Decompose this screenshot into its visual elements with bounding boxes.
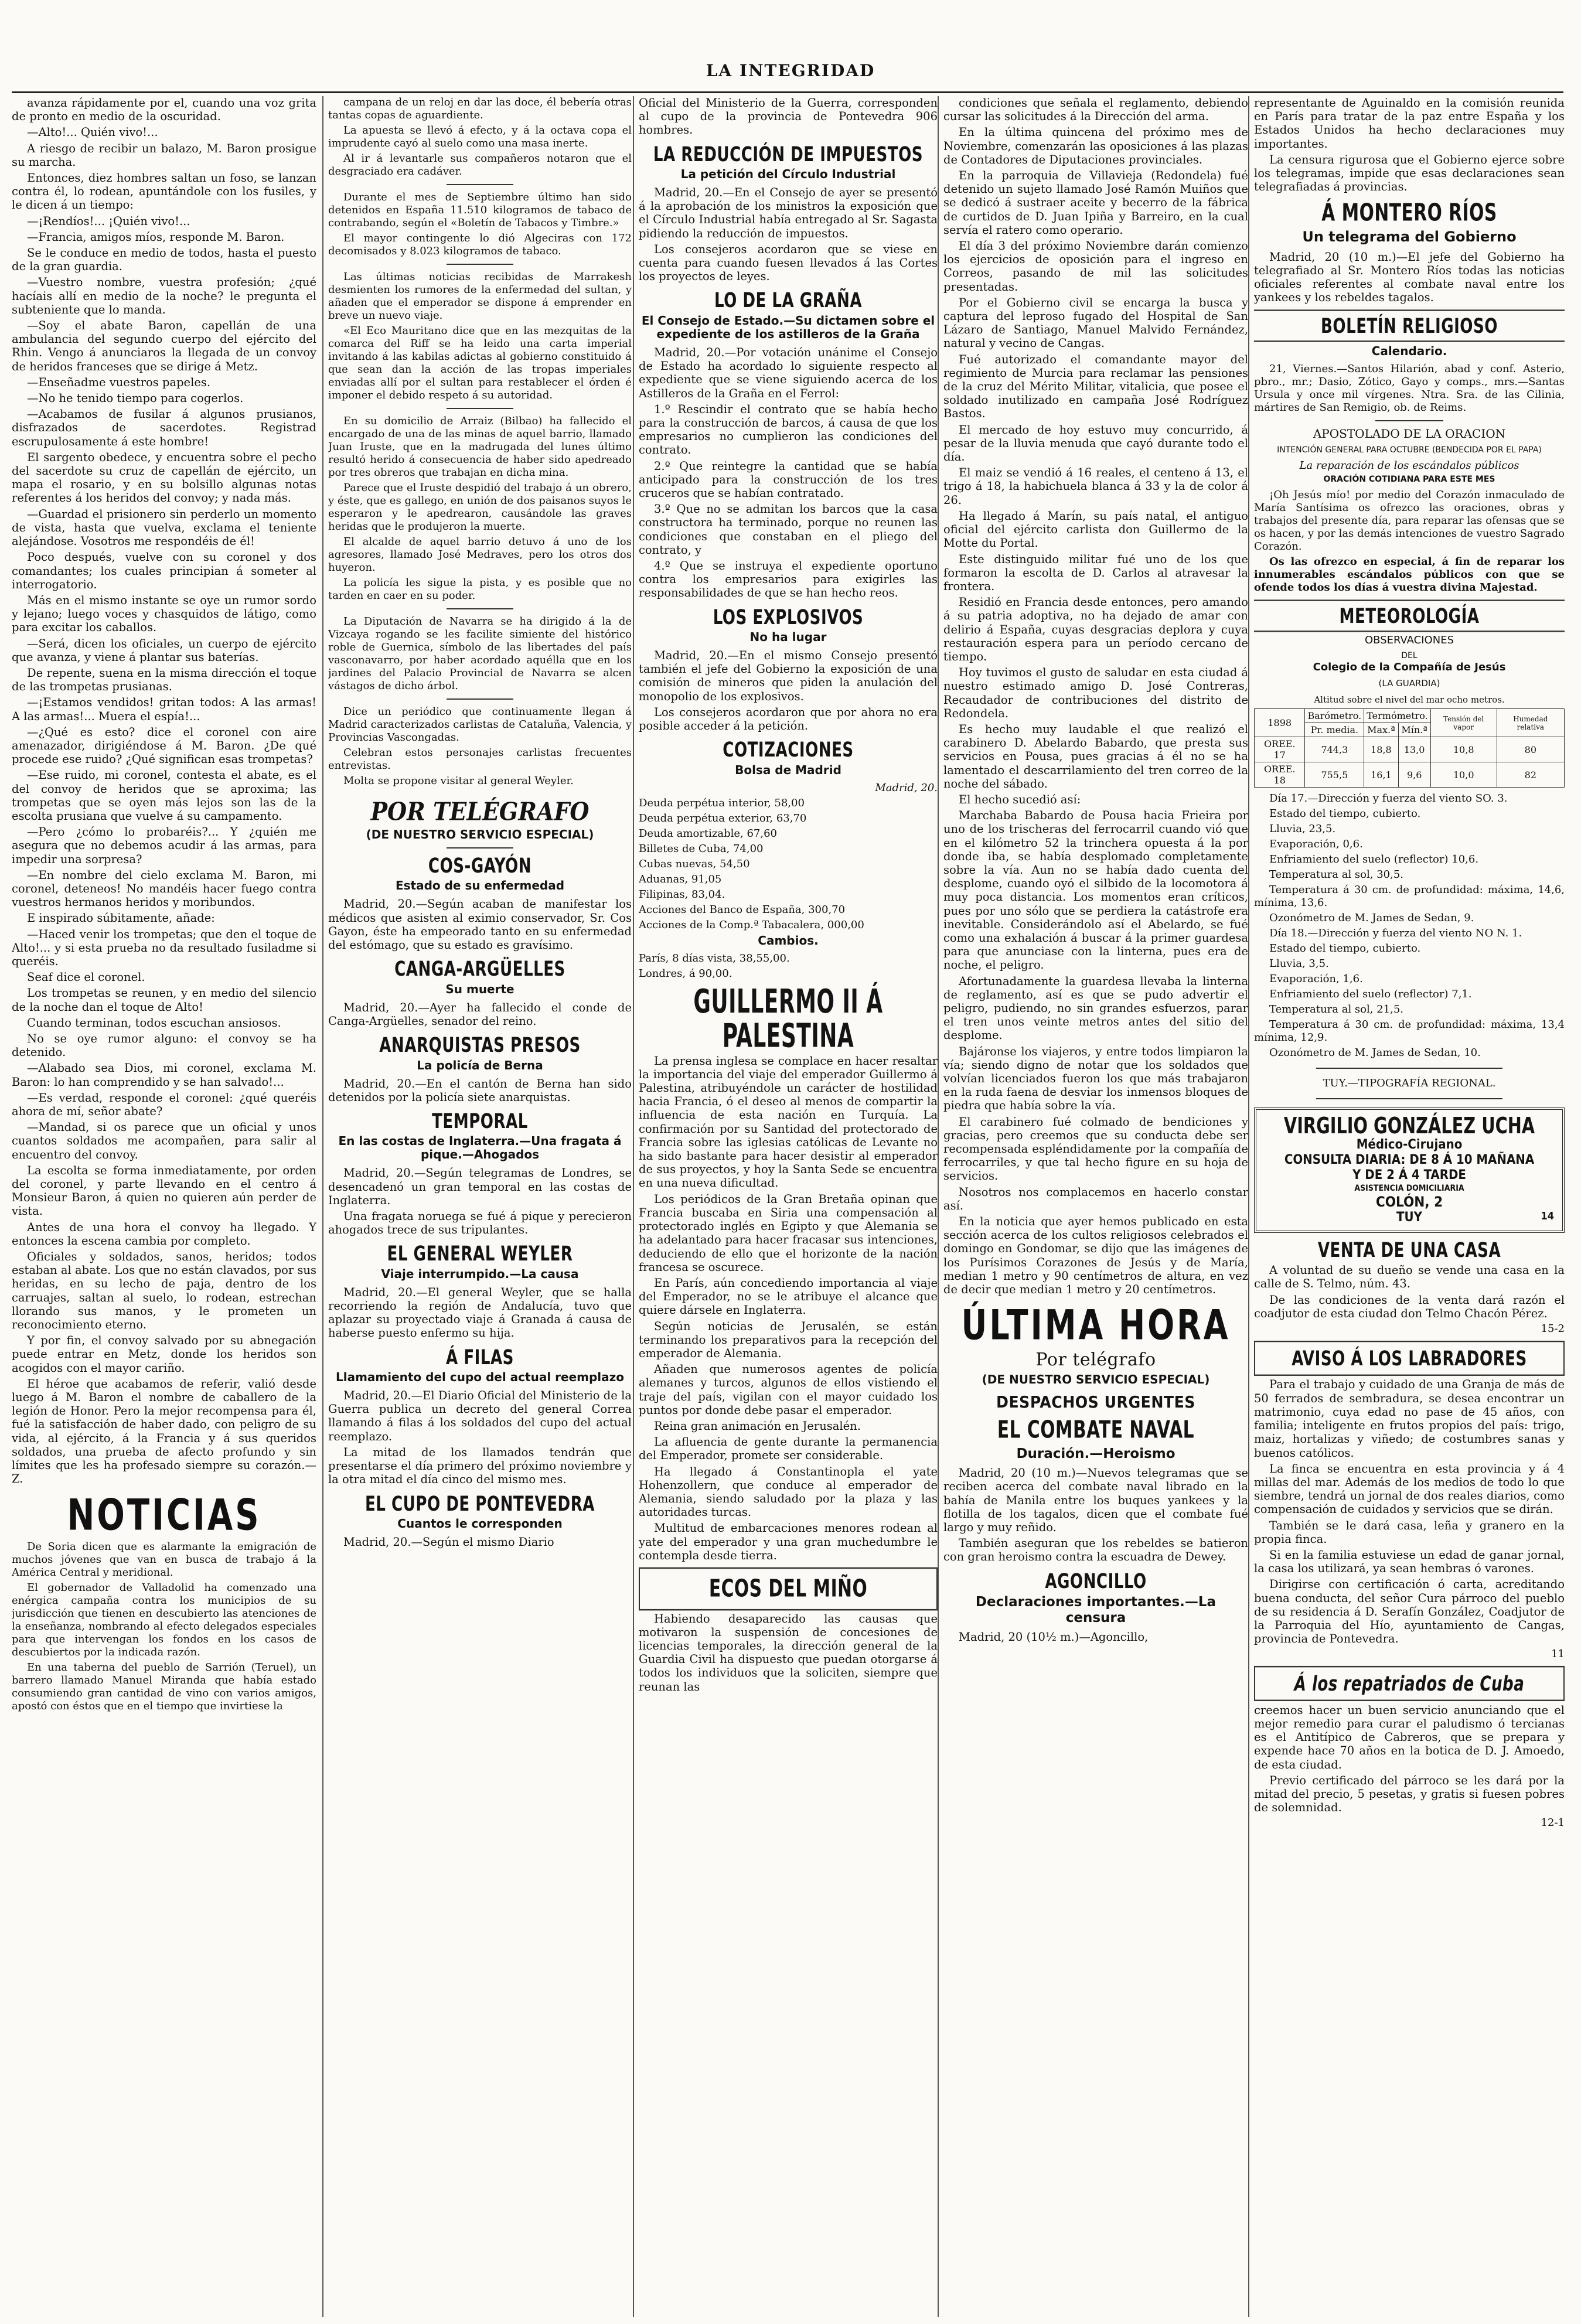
paragraph: El héroe que acabamos de referir, valió desde luego á M. Baron el nombre de caballero de la legión de Honor. Pero la mejor recompensa para él, fué la satisfacción de haber dado, con peligro de su vida, al ejército, á la Francia y á sus queridos soldados, una prueba de afecto profundo y sin límites que les ha profesado siempre su corazón.—Z. bbox=[12, 1376, 316, 1486]
article-text: Madrid, 20.—Por votación unánime el Consejo de Estado ha acordado lo siguiente respecto al expediente que se viene siguiendo acerca de los Astilleros de la Graña en el Ferrol: bbox=[639, 345, 938, 400]
article-text: Madrid, 20.—Ayer ha fallecido el conde de Canga-Argüelles, senador del reino. bbox=[328, 1000, 632, 1028]
subheadline: En las costas de Inglaterra.—Una fragata á pique.—Ahogados bbox=[338, 1134, 622, 1162]
paragraph: Día 18.—Dirección y fuerza del viento NO N. 1. bbox=[1269, 927, 1522, 940]
paragraph: Filipinas, 83,04. bbox=[639, 888, 725, 901]
article-text: La reparación de los escándalos públicos bbox=[1299, 459, 1519, 472]
serial-story bbox=[12, 96, 316, 1486]
article-text: 21, Viernes.—Santos Hilarión, abad y conf. Asterio, pbro., mr.; Dasio, Zótico, Gayo y comps., mrs.—Santas Ursula y once mil vírgenes. Ntra. Sra. de las Cilinia, mártires de San Remigio, ob. de Reims. bbox=[1254, 362, 1565, 414]
headline-cotizaciones: COTIZACIONES bbox=[723, 737, 854, 762]
paragraph: Aduanas, 91,05 bbox=[639, 873, 722, 885]
paragraph: Cuando terminan, todos escuchan ansiosos. bbox=[27, 1016, 281, 1030]
paragraph: Temperatura al sol, 21,5. bbox=[1269, 1003, 1404, 1016]
guillermo-article bbox=[639, 1054, 938, 1562]
paragraph: Molta se propone visitar al general Weyler. bbox=[343, 775, 574, 787]
subheadline: La petición del Círculo Industrial bbox=[680, 167, 896, 182]
paragraph: Los trompetas se reunen, y en medio del silencio de la noche dan el toque de Alto! bbox=[12, 986, 316, 1014]
paragraph: Y por fin, el convoy salvado por su abnegación puede entrar en Metz, donde los heridos son acogidos con el mayor cariño. bbox=[12, 1334, 316, 1375]
paragraph: Añaden que numerosos agentes de policía alemanes y turcos, algunos de ellos vistiendo el traje del país, vigilan con el mayor cuidado los puntos por donde debe pasar el emperador. bbox=[639, 1362, 938, 1417]
paragraph: Fué autorizado el comandante mayor del regimiento de Murcia para reclamar las pensiones de la cruz del Mérito Militar, vitalicia, que posee el soldado inutilizado en campaña José Rodríguez Bastos. bbox=[943, 352, 1248, 421]
table-cell: 82 bbox=[1497, 762, 1564, 788]
weather-notes bbox=[1254, 792, 1565, 1059]
paragraph: Temperatura al sol, 30,5. bbox=[1269, 868, 1404, 881]
paragraph: Para el trabajo y cuidado de una Granja de más de 50 ferrados de sembradura, se desea encontrar un matrimonio, cuya edad no pase de 45 años, con familia; inteligente en frutos propios del país: trigo, maiz, hortalizas y viñedo; de costumbres sanas y buenos católicos. bbox=[1254, 1378, 1565, 1460]
paragraph: —¿Qué es esto? dice el coronel con aire amenazador, dirigiéndose á M. Baron. ¿De qué procede ese ruido? ¿Qué significan esas trompetas? bbox=[12, 725, 316, 766]
advert-number: 12-1 bbox=[1541, 1817, 1565, 1829]
paragraph: Dice un periódico que continuamente llegan á Madrid caracterizados carlistas de Cataluña, Valencia, y Provincias Vascongadas. bbox=[328, 706, 632, 744]
article-text: Madrid, 20.—Según acaban de manifestar los médicos que asisten al eximio conservador, Sr. Cos Gayon, éste ha empeorado tanto en su enfermedad del estómago, que su estado es gravísimo. bbox=[328, 897, 632, 952]
labradores-article bbox=[1254, 1378, 1565, 1645]
table-cell: 18,8 bbox=[1364, 737, 1398, 762]
paragraph: Marchaba Babardo de Pousa hacia Frieira por uno de los trischeras del ferrocarril cuando vió que en el kilómetro 52 la trinchera opuesta á la por donde iba, se había desplomado completamente sobre la vía. Aun no se había dado cuenta del desplome, cuando oyó el silbido de la locomotora á muy poca distancia. Los momentos eran críticos, pues por uno sólo que se perdiera la catástrofe era inevitable. Considerándolo así el Abelardo, se fué como una exhalación á buscar á la primer guardesa para que anunciase con la linterna, pues era de noche, el peligro. bbox=[943, 809, 1248, 972]
subheadline: DEL bbox=[1401, 651, 1418, 661]
paragraph: —No he tenido tiempo para cogerlos. bbox=[27, 391, 244, 405]
article-text: Madrid, 20.—En el Consejo de ayer se presentó á la aprobación de los ministros la exposición que el Círculo Industrial había entregado al Sr. Sagasta pidiendo la reducción de impuestos. bbox=[639, 186, 938, 240]
article-text: Previo certificado del párroco se les dará por la mitad del precio, 5 pesetas, y gratis si fuesen pobres de solemnidad. bbox=[1254, 1773, 1565, 1815]
paragraph: Estado del tiempo, cubierto. bbox=[1269, 942, 1421, 955]
subheadline: Calendario. bbox=[1371, 343, 1447, 358]
advert-number: 14 bbox=[1541, 1210, 1554, 1223]
paragraph: Evaporación, 1,6. bbox=[1269, 973, 1363, 986]
paragraph: Enfriamiento del suelo (reflector) 7,1. bbox=[1269, 988, 1472, 1001]
paragraph: Seaf dice el coronel. bbox=[27, 970, 145, 984]
paragraph: El carabinero fué colmado de bendiciones y gracias, pero creemos que su conducta debe ser recompensada espléndidamente por la compañía de ferrocarriles, y que tal hecho figure en su hoja de servicios. bbox=[943, 1115, 1248, 1183]
paragraph: —Enseñadme vuestros papeles. bbox=[27, 375, 211, 389]
table-cell: 16,1 bbox=[1364, 762, 1398, 788]
section-title-meteo: METEOROLOGÍA bbox=[1254, 599, 1565, 632]
paragraph: Evaporación, 0,6. bbox=[1269, 838, 1363, 851]
column-2 bbox=[328, 96, 632, 2317]
table-header: Termómetro. bbox=[1364, 709, 1431, 723]
paragraph: Bajáronse los viajeros, y entre todos limpiaron la vía; siendo digno de notar que los soldados que volvían licenciados fueron los que más trabajaron en la ruda faena de desviar los inmensos bloques de piedra que había sobre la vía. bbox=[943, 1044, 1248, 1113]
subheadline: Declaraciones importantes.—La censura bbox=[975, 1594, 1217, 1626]
column-5 bbox=[1254, 96, 1565, 2317]
paragraph: Día 17.—Dirección y fuerza del viento SO. 3. bbox=[1269, 792, 1508, 805]
paragraph: —Acabamos de fusilar á algunos prusianos, disfrazados de sacerdotes. Registrad escrupulosamente á este hombre! bbox=[12, 407, 316, 448]
paragraph: El día 3 del próximo Noviembre darán comienzo los ejercicios de oposición para el ingreso en Correos, pasando de mil las solicitudes presentadas. bbox=[943, 239, 1248, 294]
paragraph: También se le dará casa, leña y granero en la propia finca. bbox=[1254, 1518, 1565, 1546]
paragraph: En la última quincena del próximo mes de Noviembre, comenzarán las oposiciones á las plazas de Contadores de Diputaciones provinciales. bbox=[943, 125, 1248, 166]
article-text: Madrid, 20 (10½ m.)—Agoncillo, bbox=[959, 1630, 1149, 1644]
paragraph: 2.º Que reintegre la cantidad que se había anticipado para la construcción de los tres cruceros que se habían contratado. bbox=[639, 459, 938, 500]
paragraph: De Soria dicen que es alarmante la emigración de muchos jóvenes que van en busca de trabajo á la América Central y meridional. bbox=[12, 1540, 316, 1579]
advert-line: CONSULTA DIARIA: DE 8 Á 10 MAÑANA bbox=[1284, 1153, 1535, 1168]
paragraph: —¡Estamos vendidos! gritan todos: A las armas! A las armas!... Muera el espía!... bbox=[12, 696, 316, 723]
headline-impuestos: LA REDUCCIÓN DE IMPUESTOS bbox=[653, 142, 924, 166]
paragraph: —Alto!... Quién vivo!... bbox=[27, 125, 158, 139]
paragraph: Más en el mismo instante se oye un rumor sordo y lejano; luego voces y chasquidos de látigo, como para excitar los caballos. bbox=[12, 593, 316, 635]
news-navarra bbox=[328, 615, 632, 693]
table-header: Max.ª bbox=[1364, 723, 1398, 737]
headline-filas: Á FILAS bbox=[446, 1345, 514, 1369]
headline-montero: Á MONTERO RÍOS bbox=[1321, 198, 1497, 227]
subheadline: (LA GUARDIA) bbox=[1378, 678, 1440, 689]
paragraph: Hoy tuvimos el gusto de saludar en esta ciudad á nuestro estimado amigo D. José Contreras, Recaudador de contribuciones del distrito de Redondela. bbox=[943, 666, 1248, 720]
paragraph: Acciones de la Comp.ª Tabacalera, 000,00 bbox=[639, 918, 864, 931]
article-text: Madrid, 20.—El Diario Oficial del Ministerio de la Guerra publica un decreto del general Correa llamando á filas á los soldados del cupo del actual reemplazo. bbox=[328, 1389, 632, 1443]
news-tabaco bbox=[328, 191, 632, 258]
table-header: 1898 bbox=[1255, 709, 1305, 737]
paragraph: Este distinguido militar fué uno de los que formaron la escolta de D. Carlos al atravesar la frontera. bbox=[943, 552, 1248, 593]
paragraph: Multitud de embarcaciones menores rodean al yate del emperador y una gran muchedumbre le contempla desde tierra. bbox=[639, 1521, 938, 1562]
headline-anarquistas: ANARQUISTAS PRESOS bbox=[379, 1032, 581, 1057]
table-cell: OREE. 17 bbox=[1255, 737, 1305, 762]
paragraph: Parece que el Iruste despidió del trabajo á un obrero, y éste, que es gallego, en unión de dos paisanos suyos le esperaron y le apedrearon, causándole las graves heridas que le produjeron la muerte. bbox=[328, 482, 632, 533]
paragraph: —En nombre del cielo exclama M. Baron, mi coronel, deteneos! No mandéis hacer fuego contra vuestros hermanos heridos y moribundos. bbox=[12, 868, 316, 909]
column-1 bbox=[12, 96, 316, 2317]
paragraph: La afluencia de gente durante la permanencia del Emperador, promete ser considerable. bbox=[639, 1435, 938, 1463]
subheadline: OBSERVACIONES bbox=[1365, 633, 1454, 646]
subheadline: Estado de su enfermedad bbox=[395, 878, 565, 893]
paragraph: Según noticias de Jerusalén, se están terminando los preparativos para la recepción del emperador de Alemania. bbox=[639, 1319, 938, 1360]
article-text: La censura rigurosa que el Gobierno ejerce sobre los telegramas, impide que esas declaraciones sean telegrafiadas á provincias. bbox=[1254, 152, 1565, 194]
advert-number: 11 bbox=[1551, 1648, 1565, 1661]
paragraph: Dirigirse con certificación ó carta, acreditando buena conducta, del señor Cura párroco del pueblo de su residencia á D. Serafín González, Coadjutor de la Parroquia del Hío, ayuntamiento de Cangas, provincia de Pontevedra. bbox=[1254, 1577, 1565, 1646]
table-row bbox=[1255, 737, 1565, 762]
paragraph: La policía les sigue la pista, y es posible que no tarden en caer en su poder. bbox=[328, 577, 632, 602]
paragraph: Temperatura á 30 cm. de profundidad: máxima, 14,6, mínima, 13,6. bbox=[1254, 884, 1565, 909]
paragraph: Ha llegado á Marín, su país natal, el antiguo oficial del ejército carlista don Guillermo de la Motte du Portal. bbox=[943, 509, 1248, 550]
paragraph: Acciones del Banco de España, 300,70 bbox=[639, 903, 846, 916]
table-cell: 10,8 bbox=[1430, 737, 1497, 762]
advert-line: VIRGILIO GONZÁLEZ UCHA bbox=[1283, 1112, 1535, 1140]
paragraph: Los periódicos de la Gran Bretaña opinan que Francia buscaba en Siria una compensación al protectorado inglés en Egipto y que Alemania se ha adelantado para hacer fracasar sus intenciones, deduciendo de ello que el horizonte de la nación francesa se oscurece. bbox=[639, 1192, 938, 1274]
article-text: Una fragata noruega se fué á pique y perecieron ahogados trece de sus tripulantes. bbox=[328, 1209, 632, 1237]
article-text: También aseguran que los rebeldes se batieron con gran heroismo contra la escuadra de Dewey. bbox=[943, 1536, 1248, 1564]
article-text: Habiendo desaparecido las causas que motivaron la suspensión de concesiones de licencias temporales, la dirección general de la Guardia Civil ha dispuesto que puedan otorgarse á todos los individuos que la soliciten, siempre que reunan las bbox=[639, 1611, 938, 1693]
headline-guillermo: GUILLERMO II Á PALESTINA bbox=[693, 983, 883, 1055]
paragraph: Temperatura á 30 cm. de profundidad: máxima, 13,4 mínima, 12,9. bbox=[1254, 1018, 1565, 1044]
section-title-telegrafo: POR TELÉGRAFO bbox=[370, 796, 590, 826]
paragraph: Deuda perpétua exterior, 63,70 bbox=[639, 812, 807, 824]
paragraph: avanza rápidamente por el, cuando una voz grita de pronto en medio de la oscuridad. bbox=[12, 96, 316, 124]
paragraph: Al ir á levantarle sus compañeros notaron que el desgraciado era cadáver. bbox=[328, 152, 632, 178]
section-subtitle: (DE NUESTRO SERVICIO ESPECIAL) bbox=[982, 1372, 1210, 1386]
paragraph: —Soy el abate Baron, capellán de una ambulancia del segundo cuerpo del ejército del Rhin. Vengo á anunciaros la llegada de un convoy de heridos franceses que se dirige á Metz. bbox=[12, 319, 316, 373]
paragraph: Se le conduce en medio de todos, hasta el puesto de la gran guardia. bbox=[12, 246, 316, 274]
article-text: Madrid, 20.—El general Weyler, que se halla recorriendo la región de Andalucía, tuvo que aplazar su proyectado viaje á Granada á causa de haberse puesto enfermo su hija. bbox=[328, 1285, 632, 1340]
article-text: representante de Aguinaldo en la comisión reunida en París para tratar de la paz entre España y los Estados Unidos ha hecho declaraciones muy importantes. bbox=[1254, 96, 1565, 151]
subheadline: INTENCIÓN GENERAL PARA OCTUBRE (BENDECIDA POR EL PAPA) bbox=[1277, 445, 1542, 455]
paragraph: —Ese ruido, mi coronel, contesta el abate, es el del convoy de heridos que se aproxima; las trompetas que se oyen más lejos son las de la escolta prusiana que vuelve á su campamento. bbox=[12, 768, 316, 823]
grana-items bbox=[639, 403, 938, 600]
paragraph: Nosotros nos complacemos en hacerlo constar así. bbox=[943, 1185, 1248, 1212]
paragraph: —Vuestro nombre, vuestra profesión; ¿qué hacíais allí en medio de la noche? le pregunta el subteniente que lo manda. bbox=[12, 275, 316, 316]
paragraph: —Guardad el prisionero sin perderlo un momento de vista, hasta que vuelva, exclama el teniente alejándose. Vosotros me respondéis de él! bbox=[12, 507, 316, 548]
paragraph: —Alabado sea Dios, mi coronel, exclama M. Baron: lo han comprendido y se han salvado!... bbox=[12, 1061, 316, 1089]
subheadline: Colegio de la Compañía de Jesús bbox=[1313, 661, 1506, 674]
paragraph: Billetes de Cuba, 74,00 bbox=[639, 842, 764, 855]
paragraph: Reina gran animación en Jerusalén. bbox=[654, 1419, 861, 1433]
advert-line: ASISTENCIA DOMICILIARIA bbox=[1354, 1183, 1464, 1193]
section-subtitle: Por telégrafo bbox=[1035, 1350, 1156, 1371]
subheadline: Cuantos le corresponden bbox=[397, 1516, 563, 1531]
paragraph: Afortunadamente la guardesa llevaba la linterna de reglamento, así es que se pudo advertir el peligro, pudiendo, no sin grandes esfuerzos, parar el tren unos veinte metros antes del sitio del desplome. bbox=[943, 974, 1248, 1042]
advert-line: TUY 14 bbox=[1396, 1210, 1554, 1225]
paragraph: Ha llegado á Constantinopla el yate Hohenzollern, que conduce al emperador de Alemania, siendo saludado por la plaza y las autoridades turcas. bbox=[639, 1464, 938, 1519]
paragraph: «El Eco Mauritano dice que en las mezquitas de la comarca del Riff se ha leido una carta imperial invitando á las kabilas adictas al gobierno constituido á que sean dan la acción de las tropas imperiales enviadas allí por el sultan para restablecer el órden é imponer el debido respeto á su autoridad. bbox=[328, 325, 632, 401]
article-text: A voluntad de su dueño se vende una casa en la calle de S. Telmo, núm. 43. bbox=[1254, 1263, 1565, 1291]
section-title-noticias: NOTICIAS bbox=[67, 1490, 261, 1541]
paragraph: El hecho sucedió así: bbox=[959, 792, 1081, 806]
paragraph: —Pero ¿cómo lo probaréis?... Y ¿quién me asegura que no debemos acudir á las armas, para impedir una sorpresa? bbox=[12, 825, 316, 866]
advert-line: COLÓN, 2 bbox=[1375, 1193, 1443, 1210]
advert-line: Y DE 2 Á 4 TARDE bbox=[1352, 1168, 1466, 1183]
news-bilbao bbox=[328, 415, 632, 602]
table-cell: 755,5 bbox=[1305, 762, 1364, 788]
paragraph: 4.º Que se instruya el expediente oportuno contra los empresarios para exigirles las responsabilidades de que se han hecho reos. bbox=[639, 558, 938, 600]
weather-table bbox=[1254, 708, 1565, 788]
subheadline: Viaje interrumpido.—La causa bbox=[381, 1266, 579, 1281]
subheadline: No ha lugar bbox=[749, 630, 827, 644]
news-marruecos bbox=[328, 271, 632, 402]
paragraph: El gobernador de Valladolid ha comenzado una enérgica campaña contra los municipios de su jurisdicción que tienen en descubierto las atenciones de la enseñanza, nombrando al efecto delegados especiales para que intervengan los fondos en los casos de descubiertos por la indicada razón. bbox=[12, 1581, 316, 1658]
paragraph: Durante el mes de Septiembre último han sido detenidos en España 11.510 kilogramos de tabaco de contrabando, según el «Boletín de Tabacos y Timbre.» bbox=[328, 191, 632, 229]
headline-venta: VENTA DE UNA CASA bbox=[1317, 1238, 1501, 1262]
quote-list bbox=[639, 797, 938, 932]
table-cell: 744,3 bbox=[1305, 737, 1364, 762]
paragraph: 3.º Que no se admitan los barcos que la casa constructora ha terminado, porque no reunen las condiciones que constaban en el pliego del contrato, y bbox=[639, 502, 938, 557]
headline-labradores: AVISO Á LOS LABRADORES bbox=[1254, 1341, 1565, 1376]
article-text: Madrid, 20.—En el mismo Consejo presentó también el jefe del Gobierno la exposición de una comisión de mineros que piden la anulación del monopolio de los explosivos. bbox=[639, 649, 938, 703]
paragraph: A riesgo de recibir un balazo, M. Baron prosigue su marcha. bbox=[12, 141, 316, 169]
headline-weyler: EL GENERAL WEYLER bbox=[387, 1241, 573, 1266]
headline-grana: LO DE LA GRAÑA bbox=[714, 288, 863, 312]
headline-cosgayon: COS-GAYÓN bbox=[428, 853, 532, 878]
table-cell: 9,6 bbox=[1398, 762, 1430, 788]
paragraph: Lluvia, 23,5. bbox=[1269, 823, 1336, 836]
paragraph: Poco después, vuelve con su coronel y dos comandantes; los cuales principian á someter al interrogatorio. bbox=[12, 550, 316, 591]
article-text: Los consejeros acordaron que se viese en cuenta para cuando fuesen llevados á las Cortes los proyectos de leyes. bbox=[639, 242, 938, 284]
paragraph: Ozonómetro de M. James de Sedan, 9. bbox=[1269, 912, 1474, 925]
paragraph: —Es verdad, responde el coronel: ¿qué queréis ahora de mí, señor abate? bbox=[12, 1091, 316, 1119]
masthead bbox=[0, 0, 1581, 88]
table-cell: OREE. 18 bbox=[1255, 762, 1305, 788]
column-4 bbox=[943, 96, 1248, 2317]
subheadline: Llamamiento del cupo del actual reemplazo bbox=[335, 1370, 625, 1385]
article-text: Los consejeros acordaron que por ahora no era posible acceder á la petición. bbox=[639, 705, 938, 733]
newspaper-title: LA INTEGRIDAD bbox=[706, 61, 875, 80]
noticias-continued bbox=[328, 96, 632, 178]
local-news bbox=[943, 96, 1248, 1296]
paragraph: El maiz se vendió á 16 reales, el centeno á 13, el trigo á 18, la habichuela blanca á 33 y la de color á 26. bbox=[943, 466, 1248, 507]
paragraph: Deuda perpétua interior, 58,00 bbox=[639, 796, 805, 809]
subheadline: Su muerte bbox=[445, 982, 514, 996]
table-header: Tensión del vapor bbox=[1430, 709, 1497, 737]
paragraph: Residió en Francia desde entonces, pero amando á su patria adoptiva, no ha dejado de amar con delirio á España, cuyas desgracias deplora y cuya restauración espera para un período cercano de tiempo. bbox=[943, 595, 1248, 663]
paragraph: En su domicilio de Arraiz (Bilbao) ha fallecido el encargado de una de las minas de aquel barrio, llamado Juan Iruste, que en la madrugada del lunes último resultó herido á consecuencia de haber sido apedreado por tres obreros que trabajan en dicha mina. bbox=[328, 415, 632, 479]
paragraph: condiciones que señala el reglamento, debiendo cursar las solicitudes á la Dirección del arma. bbox=[943, 96, 1248, 124]
paragraph: De repente, suena en la misma dirección el toque de las trompetas prusianas. bbox=[12, 666, 316, 694]
subheadline: El Consejo de Estado.—Su dictamen sobre el expediente de los astilleros de la Graña bbox=[641, 313, 935, 341]
subheadline: Bolsa de Madrid bbox=[735, 762, 841, 777]
paragraph: Antes de una hora el convoy ha llegado. Y entonces la escena cambia por completo. bbox=[12, 1220, 316, 1248]
paragraph: —Mandad, si os parece que un oficial y unos cuantos soldados me acompañen, para salir al encuentro del convoy. bbox=[12, 1120, 316, 1161]
table-row bbox=[1255, 762, 1565, 788]
headline-canga: CANGA-ARGÜELLES bbox=[394, 956, 565, 981]
printer-credit: TUY.—TIPOGRAFÍA REGIONAL. bbox=[1323, 1077, 1496, 1090]
headline-agoncillo: AGONCILLO bbox=[1045, 1569, 1147, 1593]
section-subtitle: (DE NUESTRO SERVICIO ESPECIAL) bbox=[366, 827, 594, 841]
table-header: Pr. media. bbox=[1305, 723, 1364, 737]
subheadline: APOSTOLADO DE LA ORACION bbox=[1313, 426, 1506, 441]
paragraph: —Será, dicen los oficiales, un cuerpo de ejército que avanza, y viene á plantar sus baterías. bbox=[12, 636, 316, 664]
paragraph: Lluvia, 3,5. bbox=[1269, 957, 1329, 970]
paragraph: No se oye rumor alguno: el convoy se ha detenido. bbox=[12, 1032, 316, 1059]
paragraph: Por el Gobierno civil se encarga la busca y captura del leproso fugado del Hospital de San Lázaro de Santiago, Manuel Malvido Fernández, natural y vecino de Cangas. bbox=[943, 295, 1248, 350]
table-cell: 13,0 bbox=[1398, 737, 1430, 762]
paragraph: El alcalde de aquel barrio detuvo á uno de los agresores, llamado José Medraves, pero los otros dos huyeron. bbox=[328, 536, 632, 574]
paragraph: Celebran estos personajes carlistas frecuentes entrevistas. bbox=[328, 747, 632, 772]
advert-number: 15-2 bbox=[1541, 1323, 1565, 1335]
paragraph: —Haced venir los trompetas; que den el toque de Alto!... y si esta prueba no da resultado fusiladme si queréis. bbox=[12, 927, 316, 968]
article-text: Madrid, 20.—Según el mismo Diario bbox=[343, 1535, 554, 1549]
paragraph: En París, aún concediendo importancia al viaje del Emperador, no se le atribuye el alcance que quiere dársele en Inglaterra. bbox=[639, 1276, 938, 1317]
paragraph: 1.º Rescindir el contrato que se había hecho para la construcción de barcos, á causa de que los empresarios no cumplieron las condiciones del contrato. bbox=[639, 402, 938, 457]
article-text: ¡Oh Jesús mío! por medio del Corazón inmaculado de María Santísima os ofrezco las oraciones, obras y trabajos del presente día, para reparar las ofensas que se os hacen, y por las demás intenciones de vuestro Sagrado Corazón. bbox=[1254, 489, 1565, 553]
article-text: Os las ofrezco en especial, á fin de reparar los innumerables escándalos públicos con que se ofende todos los días á vuestra divina Majestad. bbox=[1254, 556, 1565, 594]
section-title-ultima: ÚLTIMA HORA bbox=[961, 1301, 1231, 1350]
cambios-label: Cambios. bbox=[758, 933, 819, 948]
paragraph: En la parroquia de Villavieja (Redondela) fué detenido un sujeto llamado José Ramón Muiños que se dedicó á sustraer aceite y becerro de la fábrica de curtidos de D. Juan Ipiña y Barreiro, en la cual servía el ratero como operario. bbox=[943, 169, 1248, 237]
paragraph: Londres, á 90,00. bbox=[639, 967, 732, 980]
paragraph: Estado del tiempo, cubierto. bbox=[1269, 807, 1421, 820]
subheadline: Un telegrama del Gobierno bbox=[1302, 229, 1517, 246]
paragraph: Oficiales y soldados, sanos, heridos; todos estaban al abate. Los que no están clavados, por sus heridas, en su lecho de paja, dentro de los carruajes, saltan al suelo, lo rodean, estrechan llorando sus manos, y le prometen un reconocimiento eterno. bbox=[12, 1250, 316, 1332]
column-3 bbox=[639, 96, 938, 2317]
article-text: Madrid, 20 (10 m.)—El jefe del Gobierno ha telegrafiado al Sr. Montero Ríos todas las noticias oficiales referentes al combate naval entre los yankees y los rebeldes tagalos. bbox=[1254, 250, 1565, 305]
article-text: Madrid, 20.—Según telegramas de Londres, se desencadenó un gran temporal en las costas de Inglaterra. bbox=[328, 1166, 632, 1207]
section-subtitle: DESPACHOS URGENTES bbox=[996, 1392, 1195, 1412]
advert-medico bbox=[1254, 1108, 1565, 1233]
paragraph: Enfriamiento del suelo (reflector) 10,6. bbox=[1269, 853, 1479, 866]
table-header: Mín.ª bbox=[1398, 723, 1430, 737]
advert-line: Médico-Cirujano bbox=[1356, 1137, 1463, 1152]
headline-temporal: TEMPORAL bbox=[432, 1109, 528, 1133]
paragraph: Las últimas noticias recibidas de Marrakesh desmienten los rumores de la enfermedad del sultan, y añaden que el emperador se dispone á emprender en breve un nuevo viaje. bbox=[328, 271, 632, 322]
paragraph: La prensa inglesa se complace en hacer resaltar la importancia del viaje del emperador Guillermo á Palestina, atribuyéndole un carácter de hostilidad hacia Francia, ó el deseo al menos de compartir la influencia de esta nación en Turquía. La confirmación por su Santidad del protectorado de Francia sobre las iglesias católicas de Levante no ha sido bastante para hacer desistir al emperador de sus proyectos, y hoy la Santa Sede se encuentra en una nueva dificultad. bbox=[639, 1054, 938, 1190]
section-title-boletin: BOLETÍN RELIGIOSO bbox=[1254, 310, 1565, 343]
table-cell: 80 bbox=[1497, 737, 1564, 762]
article-text: creemos hacer un buen servicio anunciando que el mejor remedio para curar el paludismo ó tercianas es el Antitípico de Cabreros, que se prepara y expende hace 70 años en la botica de D. J. Amoedo, de esta ciudad. bbox=[1254, 1703, 1565, 1771]
paragraph: El mayor contingente lo dió Algeciras con 172 decomisados y 8.023 kilogramos de tabaco. bbox=[328, 232, 632, 257]
paragraph: Deuda amortizable, 67,60 bbox=[639, 827, 778, 840]
article-text: Madrid, 20 (10 m.)—Nuevos telegramas que se reciben acerca del combate naval librado en la bahía de Manila entre los buques yankees y la flotilla de los tagalos, dicen que el combate fué largo y muy reñido. bbox=[943, 1466, 1248, 1535]
noticias-list bbox=[12, 1541, 316, 1713]
paragraph: campana de un reloj en dar las doce, él bebería otras tantas copas de aguardiente. bbox=[328, 96, 632, 121]
article-text: Madrid, 20.—En el cantón de Berna han sido detenidos por la policía siete anarquistas. bbox=[328, 1076, 632, 1104]
paragraph: —Francia, amigos míos, responde M. Baron. bbox=[27, 230, 285, 244]
headline-cuba: Á los repatriados de Cuba bbox=[1254, 1666, 1565, 1702]
paragraph: Si en la familia estuviese un edad de ganar jornal, la casa los utilizará, ya sean hembras ó varones. bbox=[1254, 1548, 1565, 1576]
table-header: Humedad relativa bbox=[1497, 709, 1564, 737]
masthead-rule bbox=[12, 91, 1563, 93]
table-cell: 10,0 bbox=[1430, 762, 1497, 788]
paragraph: —¡Rendíos!... ¡Quién vivo!... bbox=[27, 214, 190, 228]
headline-explosivos: LOS EXPLOSIVOS bbox=[713, 605, 864, 629]
paragraph: La Diputación de Navarra se ha dirigido á la de Vizcaya rogando se les facilite simiente del histórico roble de Guernica, símbolo de las libertades del país vasconavarro, por haber acordado aquélla que en los jardines del Palacio Provincial de Navarra se alcen vástagos de dicho árbol. bbox=[328, 615, 632, 692]
subheadline: Duración.—Heroismo bbox=[1016, 1446, 1175, 1461]
article-text: Altitud sobre el nivel del mar ocho metros. bbox=[1314, 694, 1505, 706]
headline-ecos: ECOS DEL MIÑO bbox=[639, 1567, 938, 1610]
paragraph: Cubas nuevas, 54,50 bbox=[639, 857, 750, 870]
paragraph: En la noticia que ayer hemos publicado en esta sección acerca de los cultos religiosos celebrados el domingo en Gondomar, se dijo que las imágenes de los Purísimos Corazones de Jesús y de María, median 1 metro y 90 centímetros de altura, en vez de decir que median 1 metro y 20 centímetros. bbox=[943, 1215, 1248, 1297]
paragraph: El sargento obedece, y encuentra sobre el pecho del sacerdote su cruz de capellán de ejército, un mapa el rosario, y en su bolsillo algunas notas referentes á los heridos del convoy; y nada más. bbox=[12, 450, 316, 505]
paragraph: E inspirado súbitamente, añade: bbox=[27, 911, 215, 925]
table-header: Barómetro. bbox=[1305, 709, 1364, 723]
news-carlistas bbox=[328, 706, 632, 788]
paragraph: El mercado de hoy estuvo muy concurrido, á pesar de la lluvia menuda que cayó durante todo el día. bbox=[943, 422, 1248, 464]
paragraph: Ozonómetro de M. James de Sedan, 10. bbox=[1269, 1047, 1481, 1059]
cambios-list bbox=[639, 952, 938, 980]
subheadline: ORACIÓN COTIDIANA PARA ESTE MES bbox=[1323, 475, 1495, 484]
paragraph: París, 8 días vista, 38,55,00. bbox=[639, 952, 790, 965]
headline-combate: EL COMBATE NAVAL bbox=[997, 1415, 1195, 1444]
paragraph: Entonces, diez hombres saltan un foso, se lanzan contra él, lo rodean, apuntándole con los fusiles, y le dicen á un tiempo: bbox=[12, 171, 316, 212]
article-text: Oficial del Ministerio de la Guerra, corresponden al cupo de la provincia de Pontevedra 906 hombres. bbox=[639, 96, 938, 137]
quote-date: Madrid, 20. bbox=[875, 781, 938, 794]
paragraph: Es hecho muy laudable el que realizó el carabinero D. Abelardo Babardo, que presta sus servicios en Pousa, pues gracias á él no se ha lamentado el descarrilamiento del tren correo de la noche del sábado. bbox=[943, 722, 1248, 790]
article-text: De las condiciones de la venta dará razón el coadjutor de esta ciudad don Telmo Chacón Pérez. bbox=[1254, 1293, 1565, 1320]
subheadline: La policía de Berna bbox=[417, 1058, 543, 1072]
paragraph: En una taberna del pueblo de Sarrión (Teruel), un barrero llamado Manuel Miranda que había estado consumiendo gran cantidad de vino con varios amigos, apostó con éstos que en el tiempo que invirtiese la bbox=[12, 1661, 316, 1712]
paragraph: La apuesta se llevó á efecto, y á la octava copa el imprudente cayó al suelo como una masa inerte. bbox=[328, 124, 632, 149]
newspaper-page bbox=[12, 96, 1565, 2317]
headline-cupo: EL CUPO DE PONTEVEDRA bbox=[364, 1491, 595, 1515]
paragraph: La finca se encuentra en esta provincia y á 4 millas del mar. Además de los medios de todo lo que siembre, tendrá un jornal de dos reales diarios, como compensación de cuidados y servicios que se dirán. bbox=[1254, 1461, 1565, 1517]
paragraph: La escolta se forma inmediatamente, por orden del coronel, y parte llevando en el centro á Monsieur Baron, á quien no quieren aún perder de vista. bbox=[12, 1163, 316, 1218]
article-text: La mitad de los llamados tendrán que presentarse el día primero del próximo noviembre y la otra mitad el día cinco del mismo mes. bbox=[328, 1445, 632, 1487]
